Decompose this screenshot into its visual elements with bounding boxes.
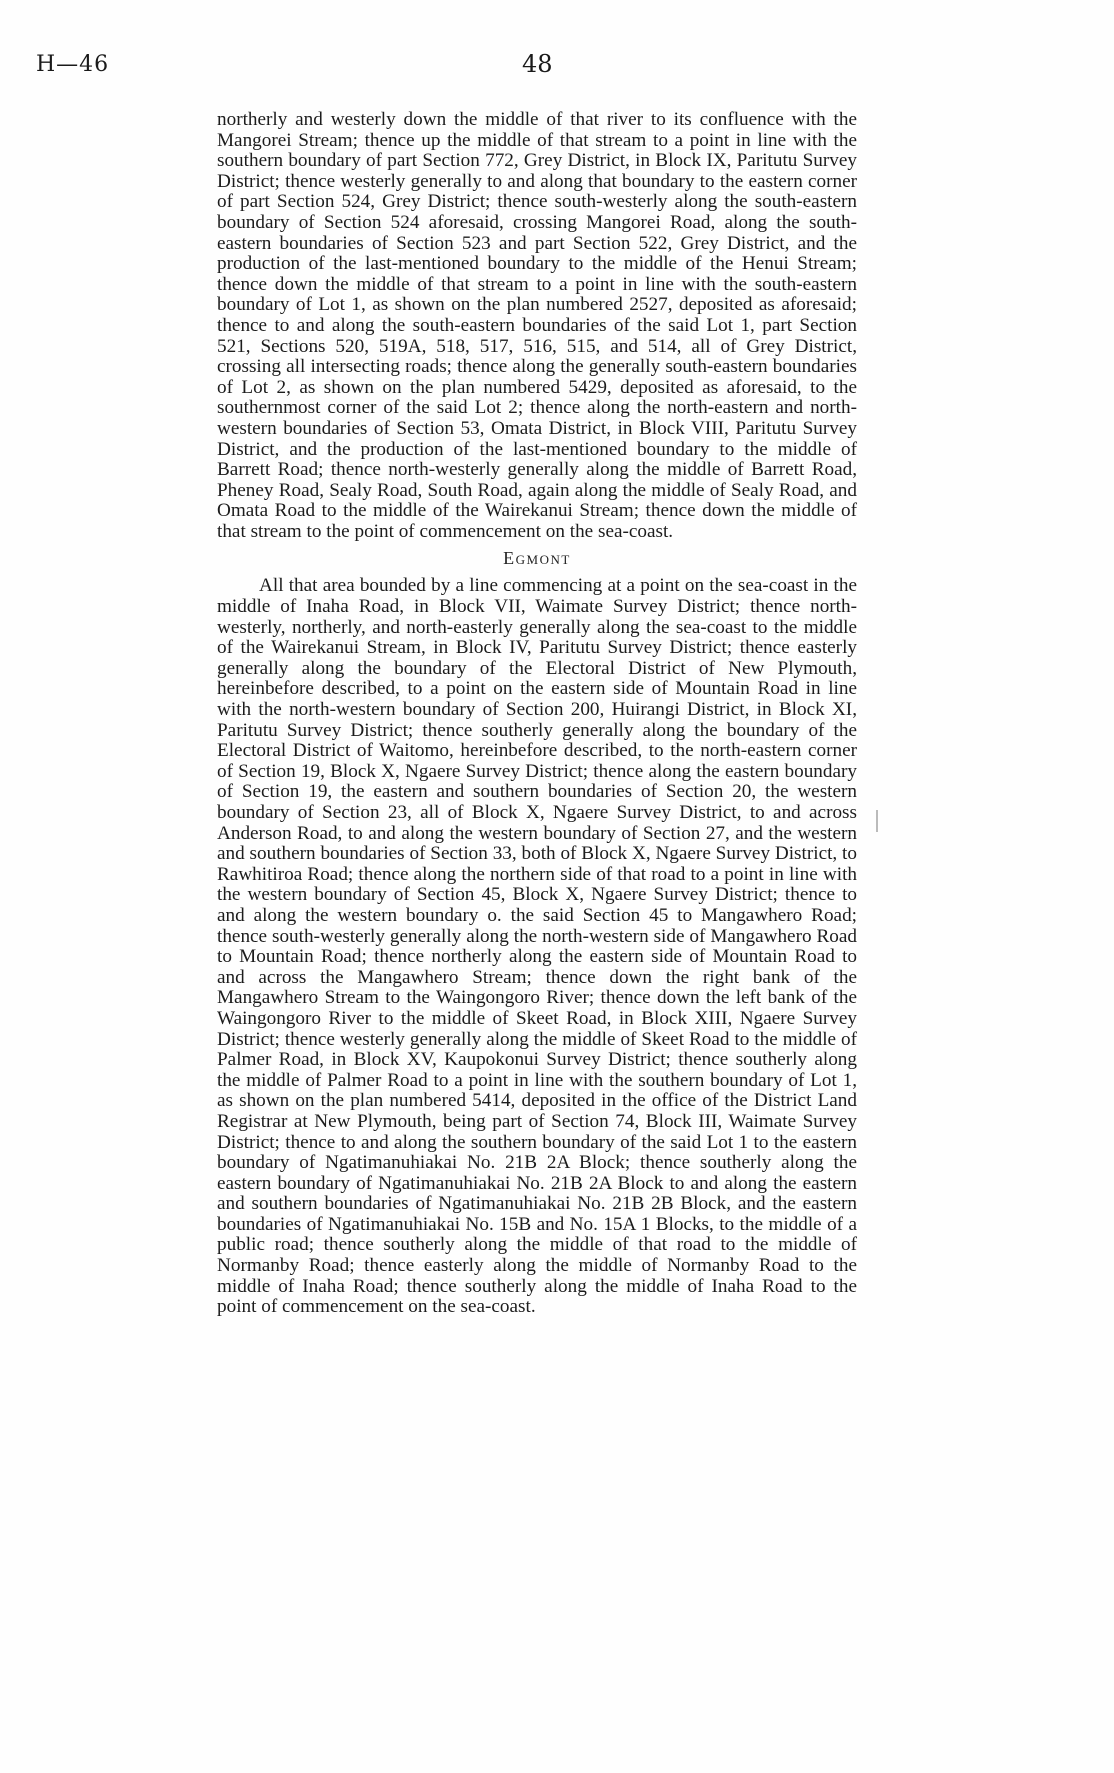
paragraph-continued: northerly and westerly down the middle of that river to its confluence with the Mangorei Stream; thence up the middle of that stream to a point in line with the southern boundary of part Section 772, Grey District, in Block IX, Paritutu Survey District; thence westerly generally to and along that boundary to the eastern corner of part Section 524, Grey District; thence south-westerly along the south-eastern boundary of Section 524 aforesaid, crossing Mangorei Road, along the south-eastern boundaries of Section 523 and part Section 522, Grey District, and the production of the last-mentioned boundary to the middle of the Henui Stream; thence down the middle of that stream to a point in line with the south-eastern boundary of Lot 1, as shown on the plan numbered 2527, deposited as aforesaid; thence to and along the south-eastern boundaries of the said Lot 1, part Section 521, Sections 520, 519A, 518, 517, 516, 515, and 514, all of Grey District, crossing all intersecting roads; thence along the generally south-eastern boundaries of Lot 2, as shown on the plan numbered 5429, deposited as aforesaid, to the southernmost corner of the said Lot 2; thence along the north-eastern and north-western boundaries of Section 53, Omata District, in Block VIII, Paritutu Survey District, and the production of the last-mentioned boundary to the middle of Barrett Road; thence north-westerly generally along the middle of Barrett Road, Pheney Road, Sealy Road, South Road, again along the middle of Sealy Road, and Omata Road to the middle of the Wairekanui Stream; thence down the middle of that stream to the point of commencement on the sea-coast. — [217, 109, 857, 542]
paragraph-egmont: All that area bounded by a line commencing at a point on the sea-coast in the middle of Inaha Road, in Block VII, Waimate Survey District; thence north-westerly, northerly, and north-easterly generally along the sea-coast to the middle of the Wairekanui Stream, in Block IV, Paritutu Survey District; thence easterly generally along the boundary of the Electoral District of New Plymouth, hereinbefore described, to a point on the eastern side of Mountain Road in line with the north-western boundary of Section 200, Huirangi District, in Block XI, Paritutu Survey District; thence southerly generally along the boundary of the Electoral District of Waitomo, hereinbefore described, to the north-eastern corner of Section 19, Block X, Ngaere Survey District; thence along the eastern boundary of Section 19, the eastern and southern boundaries of Section 20, the western boundary of Section 23, all of Block X, Ngaere Survey District, to and across Anderson Road, to and along the western boundary of Section 27, and the western and southern boundaries of Section 33, both of Block X, Ngaere Survey District, to Rawhitiroa Road; thence along the northern side of that road to a point in line with the western boundary of Section 45, Block X, Ngaere Survey District; thence to and along the western boundary o. the said Section 45 to Mangawhero Road; thence south-westerly generally along the north-western side of Mangawhero Road to Mountain Road; thence northerly along the eastern side of Mountain Road to and across the Mangawhero Stream; thence down the right bank of the Mangawhero Stream to the Waingongoro River; thence down the left bank of the Waingongoro River to the middle of Skeet Road, in Block XIII, Ngaere Survey District; thence westerly generally along the middle of Skeet Road to the middle of Palmer Road, in Block XV, Kaupokonui Survey District; thence southerly along the middle of Palmer Road to a point in line with the southern boundary of Lot 1, as shown on the plan numbered 5414, deposited in the office of the District Land Registrar at New Plymouth, being part of Section 74, Block III, Waimate Survey District; thence to and along the southern boundary of the said Lot 1 to the eastern boundary of Ngatimanuhiakai No. 21B 2A Block; thence southerly along the eastern boundary of Ngatimanuhiakai No. 21B 2A Block to and along the eastern and southern boundaries of Ngatimanuhiakai No. 21B 2B Block, and the eastern boundaries of Ngatimanuhiakai No. 15B and No. 15A 1 Blocks, to the middle of a public road; thence southerly along the middle of that road to the middle of Normanby Road; thence easterly along the middle of Normanby Road to the middle of Inaha Road; thence southerly along the middle of Inaha Road to the point of commencement on the sea-coast. — [217, 575, 857, 1318]
margin-mark — [876, 810, 878, 832]
section-heading: Egmont — [503, 548, 571, 569]
document-reference: H—46 — [36, 52, 110, 77]
document-body — [217, 110, 857, 1318]
page-number: 48 — [522, 50, 553, 78]
